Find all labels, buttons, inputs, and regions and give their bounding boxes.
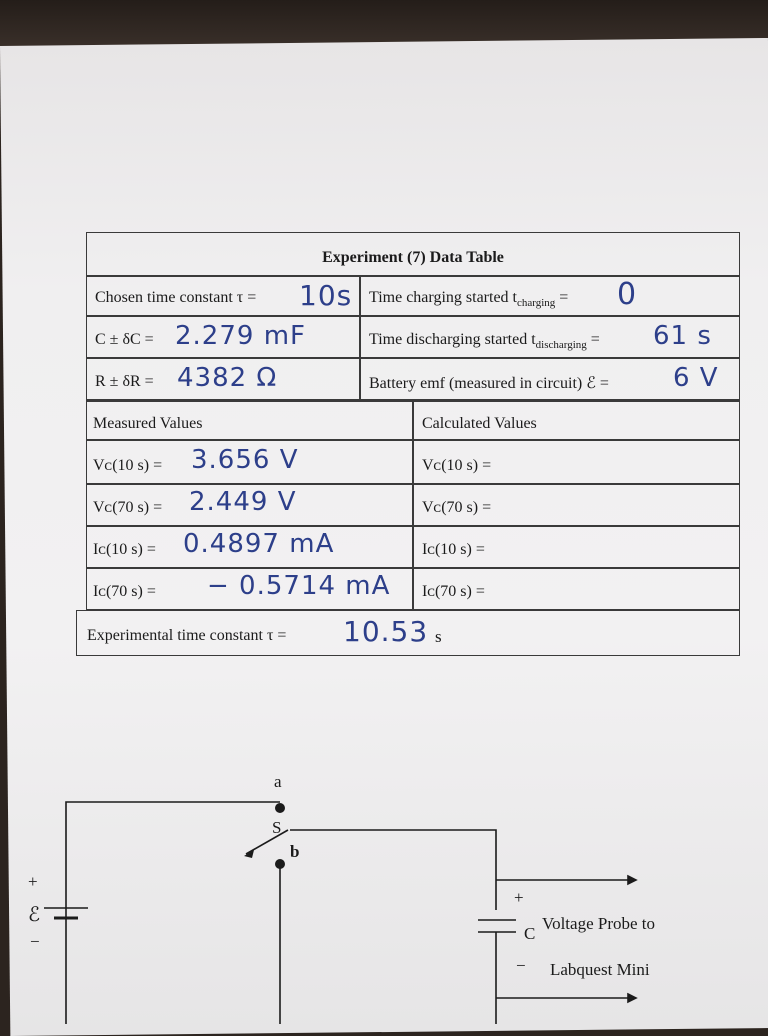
measured-label-1: Vᴄ(10 s) =	[93, 457, 163, 474]
measured-label-3: Iᴄ(10 s) =	[93, 541, 156, 558]
experimental-tau-value: 10.53	[343, 615, 429, 648]
experimental-tau-unit: s	[435, 627, 442, 646]
measured-value-4: − 0.5714 mA	[207, 571, 391, 601]
measured-row-2	[86, 484, 413, 526]
calculated-row-1	[413, 440, 740, 484]
discharging-subscript: discharging	[535, 339, 587, 352]
battery-plus-sign: +	[28, 872, 38, 891]
circuit-wires	[0, 760, 768, 1024]
calculated-header: Calculated Values	[422, 415, 537, 432]
wire-left	[66, 802, 280, 1024]
cap-letter: C	[524, 924, 536, 943]
calculated-row-2	[413, 484, 740, 526]
table-title-cell	[86, 232, 740, 276]
capacitance-label: C ± δC =	[95, 331, 154, 348]
measured-row-3	[86, 526, 413, 568]
cap-minus-sign: −	[516, 956, 526, 975]
switch-arrowhead	[244, 850, 254, 858]
measured-row-4	[86, 568, 413, 610]
cap-plus-sign: +	[514, 888, 524, 907]
calculated-header-cell	[413, 400, 740, 440]
experimental-tau-label: Experimental time constant τ =	[87, 627, 287, 644]
calculated-label-4: Iᴄ(70 s) =	[422, 583, 485, 600]
measured-row-1	[86, 440, 413, 484]
calculated-row-3	[413, 526, 740, 568]
measured-value-3: 0.4897 mA	[183, 529, 335, 559]
discharging-cell	[360, 316, 740, 358]
measured-value-2: 2.449 V	[189, 487, 297, 517]
tau-value: 10s	[299, 279, 353, 312]
switch-label: S	[272, 818, 282, 837]
table-title: Experiment (7) Data Table	[322, 249, 504, 266]
battery-minus-sign: −	[30, 932, 40, 951]
node-b-label: b	[290, 842, 300, 861]
charging-cell	[360, 276, 740, 316]
resistance-label: R ± δR =	[95, 373, 154, 390]
wire-switch-to-cap	[290, 830, 496, 910]
calculated-label-2: Vᴄ(70 s) =	[422, 499, 492, 516]
switch-lever	[246, 830, 288, 854]
node-a-label: a	[274, 772, 282, 791]
resistance-cell	[86, 358, 360, 400]
calculated-label-1: Vᴄ(10 s) =	[422, 457, 492, 474]
experimental-tau-cell	[76, 610, 740, 656]
measured-label-2: Vᴄ(70 s) =	[93, 499, 163, 516]
measured-label-4: Iᴄ(70 s) =	[93, 583, 156, 600]
emf-label: Battery emf (measured in circuit) ℰ =	[369, 375, 609, 392]
emf-cell	[360, 358, 740, 400]
measured-header: Measured Values	[93, 415, 203, 432]
tau-cell	[86, 276, 360, 316]
capacitance-cell	[86, 316, 360, 358]
calculated-row-4	[413, 568, 740, 610]
capacitance-value: 2.279 mF	[175, 321, 306, 351]
calculated-label-3: Iᴄ(10 s) =	[422, 541, 485, 558]
data-table	[76, 232, 740, 656]
measured-value-1: 3.656 V	[191, 445, 299, 475]
charging-value: 0	[617, 277, 638, 312]
probe-arrow-bottom	[628, 994, 636, 1002]
tau-label: Chosen time constant τ =	[95, 289, 257, 306]
discharging-value: 61 s	[653, 321, 712, 351]
measured-header-cell	[86, 400, 413, 440]
probe-label-line2: Labquest Mini	[550, 960, 650, 979]
node-b-dot	[275, 859, 285, 869]
circuit-diagram	[0, 760, 768, 1024]
emf-value: 6 V	[673, 363, 719, 393]
discharging-label: Time discharging started $t_{discharging}$ =	[369, 331, 600, 352]
charging-label: Time charging started $t_{charging}$ =	[369, 289, 569, 310]
probe-arrow-top	[628, 876, 636, 884]
battery-emf-symbol: ℰ	[28, 904, 41, 926]
probe-label-line1: Voltage Probe to	[542, 914, 656, 933]
node-a-dot	[275, 803, 285, 813]
resistance-value: 4382 Ω	[177, 363, 278, 393]
charging-subscript: charging	[516, 297, 556, 310]
